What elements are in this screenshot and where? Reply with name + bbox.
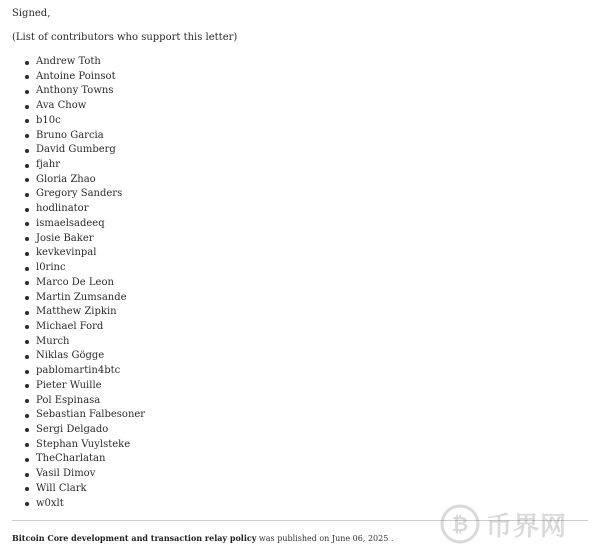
contributor-item: kevkevinpal (12, 246, 145, 261)
contributor-item: Sergi Delgado (12, 423, 145, 438)
contributors-intro: (List of contributors who support this letter) (12, 32, 238, 43)
watermark-text: 币界网 (486, 511, 568, 542)
contributor-item: fjahr (12, 158, 145, 173)
contributor-item: Gloria Zhao (12, 173, 145, 188)
contributor-item: l0rinc (12, 261, 145, 276)
contributor-item: Gregory Sanders (12, 187, 145, 202)
svg-text:₿: ₿ (451, 512, 469, 536)
post-title-link[interactable]: Bitcoin Core development and transaction relay policy (12, 533, 257, 543)
contributor-item: Anthony Towns (12, 84, 145, 99)
contributor-item: Marco De Leon (12, 276, 145, 291)
letter-content (12, 6, 588, 509)
contributors-list (12, 55, 145, 511)
contributor-item: David Gumberg (12, 143, 145, 158)
contributor-item: Sebastian Falbesoner (12, 408, 145, 423)
published-date: June 06, 2025 (331, 534, 389, 543)
contributor-item: Niklas Gögge (12, 349, 145, 364)
contributor-item: Matthew Zipkin (12, 305, 145, 320)
contributor-item: Vasil Dimov (12, 467, 145, 482)
contributor-item: TheCharlatan (12, 452, 145, 467)
contributor-item: Murch (12, 335, 145, 350)
contributor-item: w0xlt (12, 497, 145, 512)
footer-divider (12, 520, 588, 521)
published-text: was published on (256, 534, 332, 543)
bitcoin-coin-icon (440, 504, 480, 544)
contributor-item: Martin Zumsande (12, 291, 145, 306)
contributor-item: Pol Espinasa (12, 394, 145, 409)
site-watermark (440, 503, 590, 545)
contributor-item: Stephan Vuylsteke (12, 438, 145, 453)
contributor-item: Andrew Toth (12, 55, 145, 70)
contributor-item: Will Clark (12, 482, 145, 497)
contributor-item: Antoine Poinsot (12, 70, 145, 85)
post-footer (12, 531, 393, 546)
contributor-item: Ava Chow (12, 99, 145, 114)
footer-end: . (388, 534, 394, 543)
contributor-item: Josie Baker (12, 232, 145, 247)
contributor-item: Michael Ford (12, 320, 145, 335)
signed-label: Signed, (12, 8, 51, 19)
contributor-item: pablomartin4btc (12, 364, 145, 379)
contributor-item: Bruno Garcia (12, 129, 145, 144)
contributor-item: ismaelsadeeq (12, 217, 145, 232)
contributor-item: b10c (12, 114, 145, 129)
contributor-item: hodlinator (12, 202, 145, 217)
contributor-item: Pieter Wuille (12, 379, 145, 394)
